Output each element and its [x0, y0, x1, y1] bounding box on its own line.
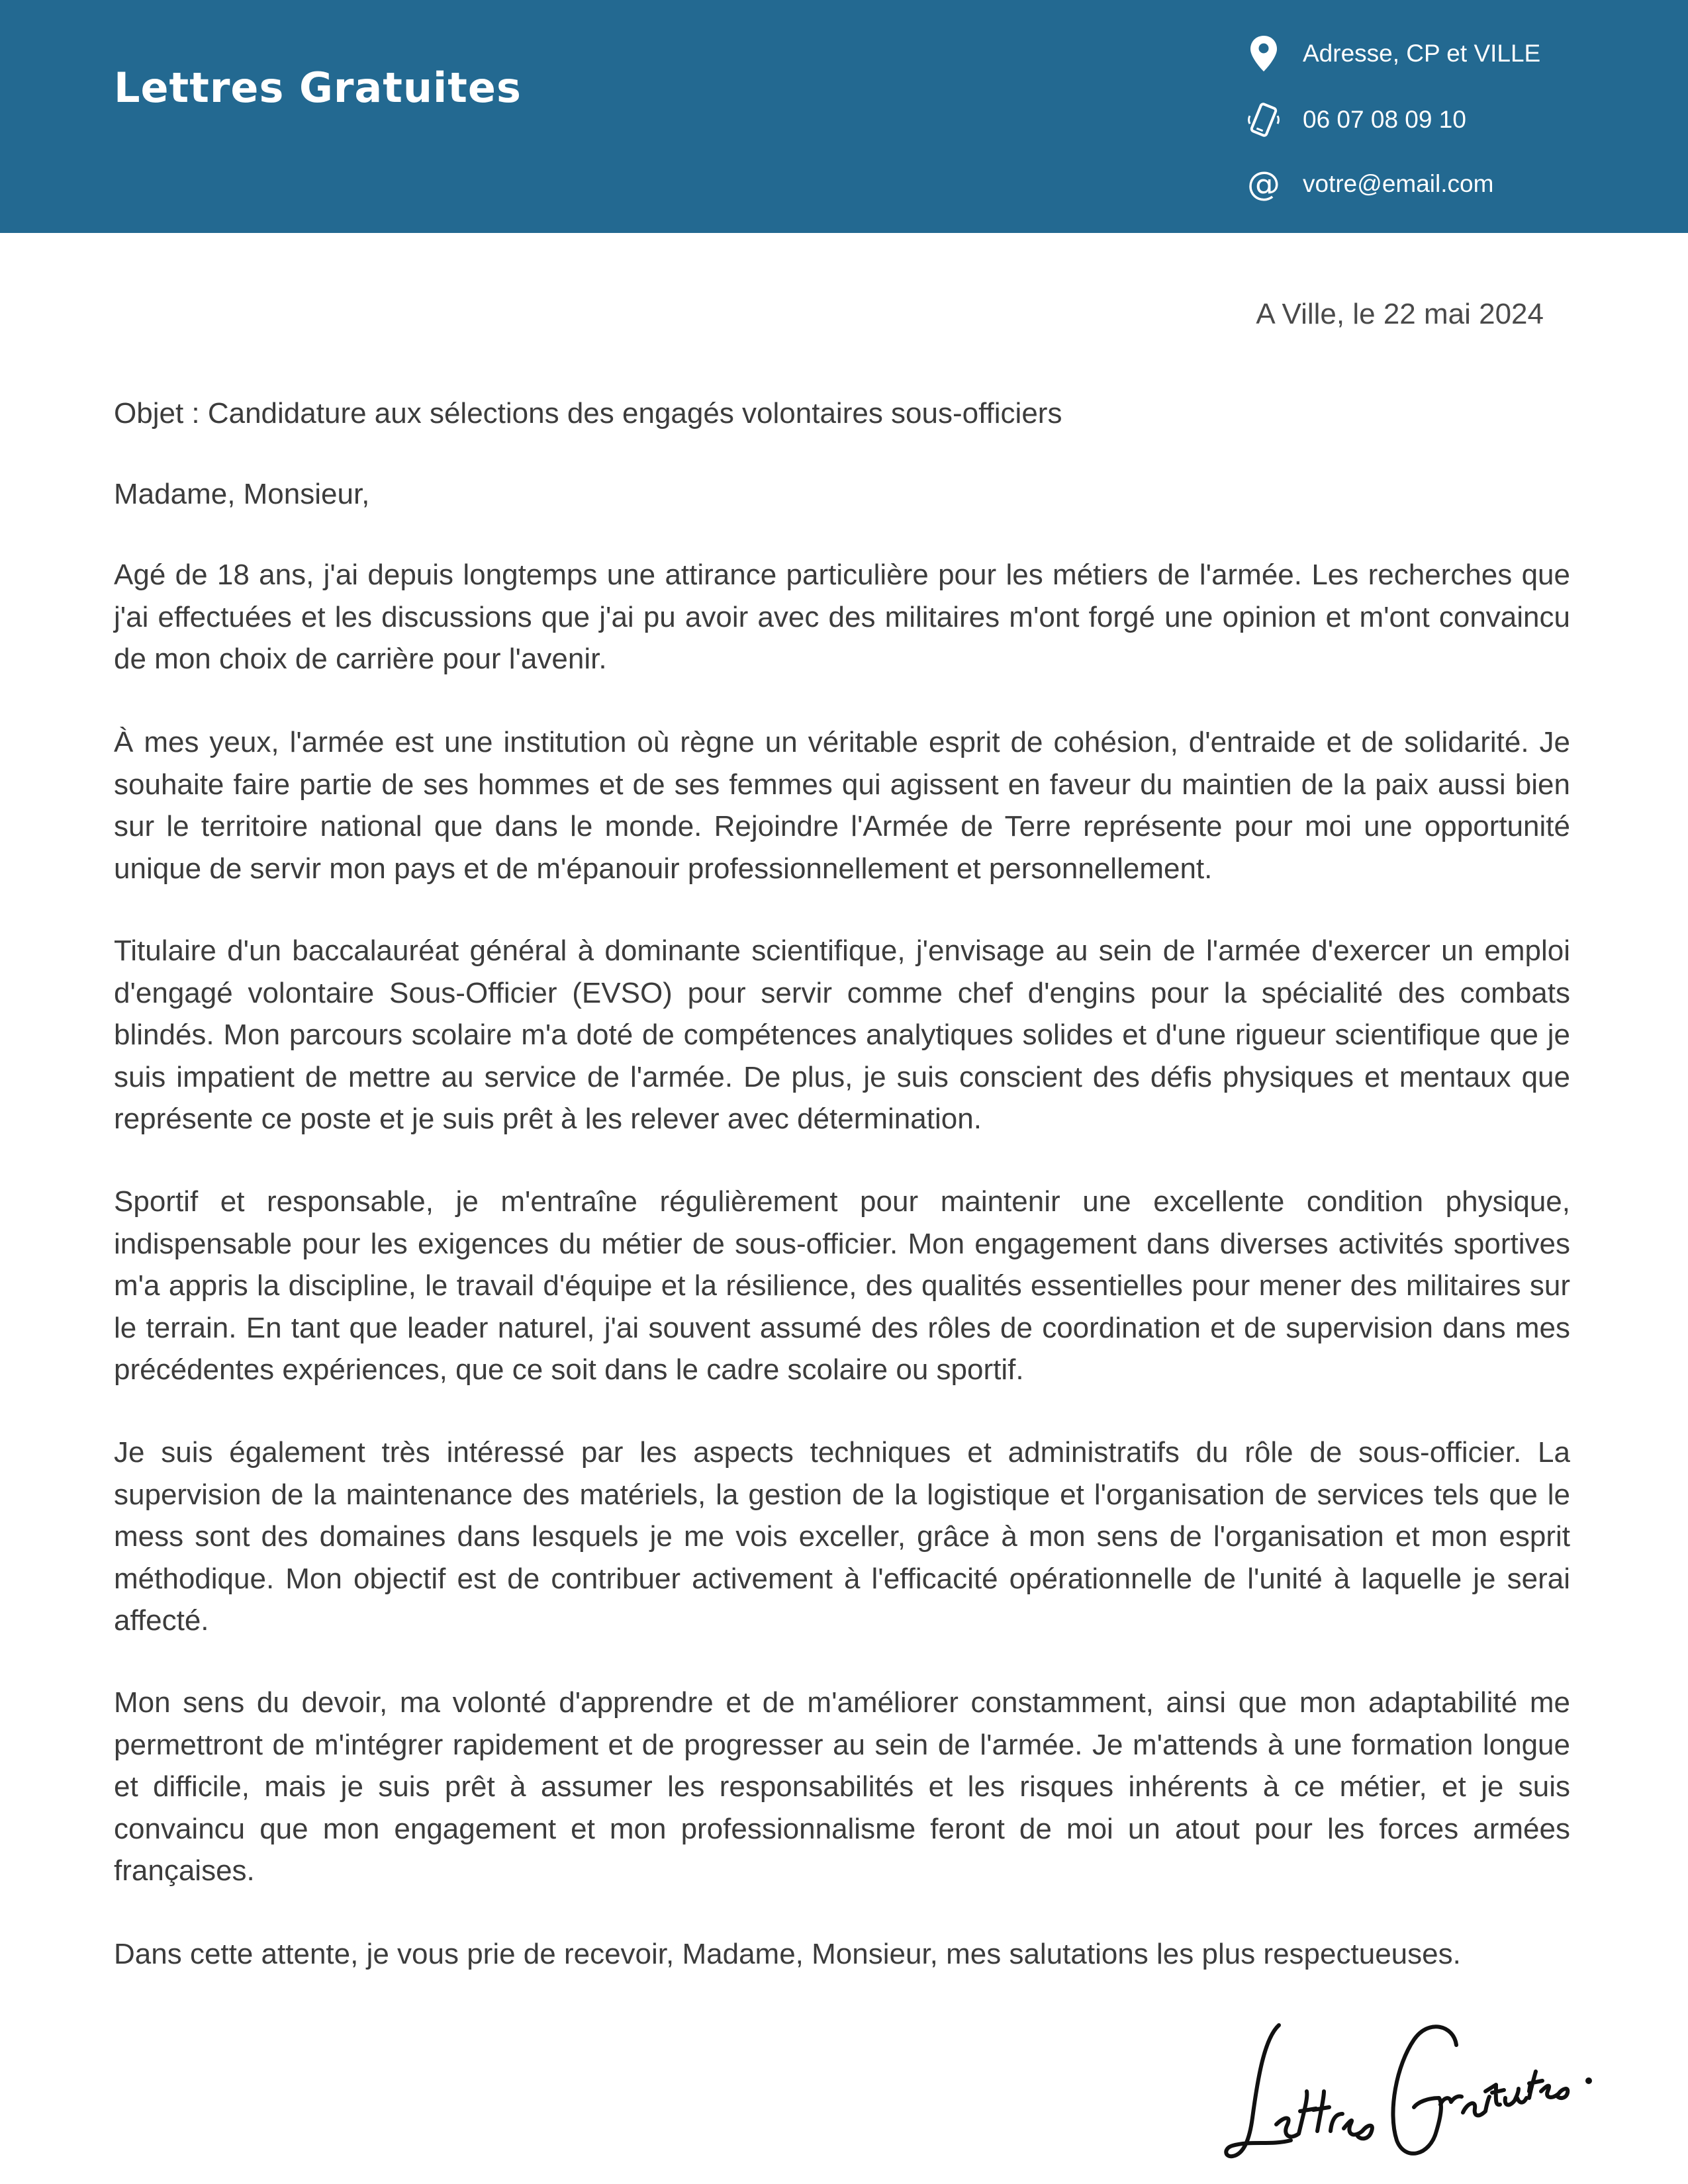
- location-pin-icon: [1244, 34, 1283, 73]
- contact-phone: [1244, 100, 1466, 140]
- paragraph-1: Agé de 18 ans, j'ai depuis longtemps une attirance particulière pour les métiers de l'armée. Les recherches que j'ai effectuées et les discussions que j'ai pu avoir avec des militaires m'ont forgé une opinion et m'ont convaincu de mon choix de carrière pour l'avenir.: [114, 559, 1570, 675]
- signature-image: [1218, 1999, 1602, 2171]
- phone-text: 06 07 08 09 10: [1303, 106, 1466, 133]
- address-text: Adresse, CP et VILLE: [1303, 40, 1541, 67]
- header-banner: [0, 0, 1688, 233]
- letter-greeting: Madame, Monsieur,: [114, 478, 370, 510]
- letter-date: A Ville, le 22 mai 2024: [1256, 298, 1544, 330]
- paragraph-3: Titulaire d'un baccalauréat général à dominante scientifique, j'envisage au sein de l'armée d'exercer un emploi d'engagé volontaire Sous-Officier (EVSO) pour servir comme chef d'engins pour la spécialité des combats blindés. Mon parcours scolaire m'a doté de compétences analytiques solides et d'une rigueur scientifique que je suis impatient de mettre au service de l'armée. De plus, je suis conscient des défis physiques et mentaux que représente ce poste et je suis prêt à les relever avec détermination.: [114, 934, 1570, 1135]
- email-text: votre@email.com: [1303, 170, 1494, 197]
- at-icon: @: [1247, 165, 1280, 203]
- paragraph-5: Je suis également très intéressé par les aspects techniques et administratifs du rôle de sous-officier. La supervision de la maintenance des matériels, la gestion de la logistique et l'organisation de services tels que le mess sont des domaines dans lesquels je me vois exceller, grâce à mon sens de l'organisation et mon esprit méthodique. Mon objectif est de contribuer activement à l'efficacité opérationnelle de l'unité à laquelle je serai affecté.: [114, 1436, 1570, 1637]
- contact-address: [1244, 34, 1540, 73]
- brand-title: Lettres Gratuites: [114, 64, 522, 112]
- letter-closing: Dans cette attente, je vous prie de recevoir, Madame, Monsieur, mes salutations les plus respectueuses.: [114, 1938, 1461, 1970]
- contact-email: [1244, 164, 1493, 204]
- paragraph-4: Sportif et responsable, je m'entraîne régulièrement pour maintenir une excellente condition physique, indispensable pour les exigences du métier de sous-officier. Mon engagement dans diverses activités sportives m'a appris la discipline, le travail d'équipe et la résilience, des qualités essentielles pour mener des militaires sur le terrain. En tant que leader naturel, j'ai souvent assumé des rôles de coordination et de supervision dans mes précédentes expériences, que ce soit dans le cadre scolaire ou sportif.: [114, 1185, 1570, 1386]
- phone-icon: [1244, 100, 1283, 140]
- paragraph-6: Mon sens du devoir, ma volonté d'apprendre et de m'améliorer constamment, ainsi que mon adaptabilité me permettront de m'intégrer rapidement et de progresser au sein de l'armée. Je m'attends à une formation longue et difficile, mais je suis prêt à assumer les responsabilités et les risques inhérents à ce métier, et je suis convaincu que mon engagement et mon professionnalisme feront de moi un atout pour les forces armées françaises.: [114, 1686, 1570, 1887]
- letter-subject: Objet : Candidature aux sélections des engagés volontaires sous-officiers: [114, 397, 1062, 430]
- paragraph-2: À mes yeux, l'armée est une institution où règne un véritable esprit de cohésion, d'entraide et de solidarité. Je souhaite faire partie de ses hommes et de ses femmes qui agissent en faveur du maintien de la paix aussi bien sur le territoire national que dans le monde. Rejoindre l'Armée de Terre représente pour moi une opportunité unique de servir mon pays et de m'épanouir professionnellement et personnellement.: [114, 726, 1570, 885]
